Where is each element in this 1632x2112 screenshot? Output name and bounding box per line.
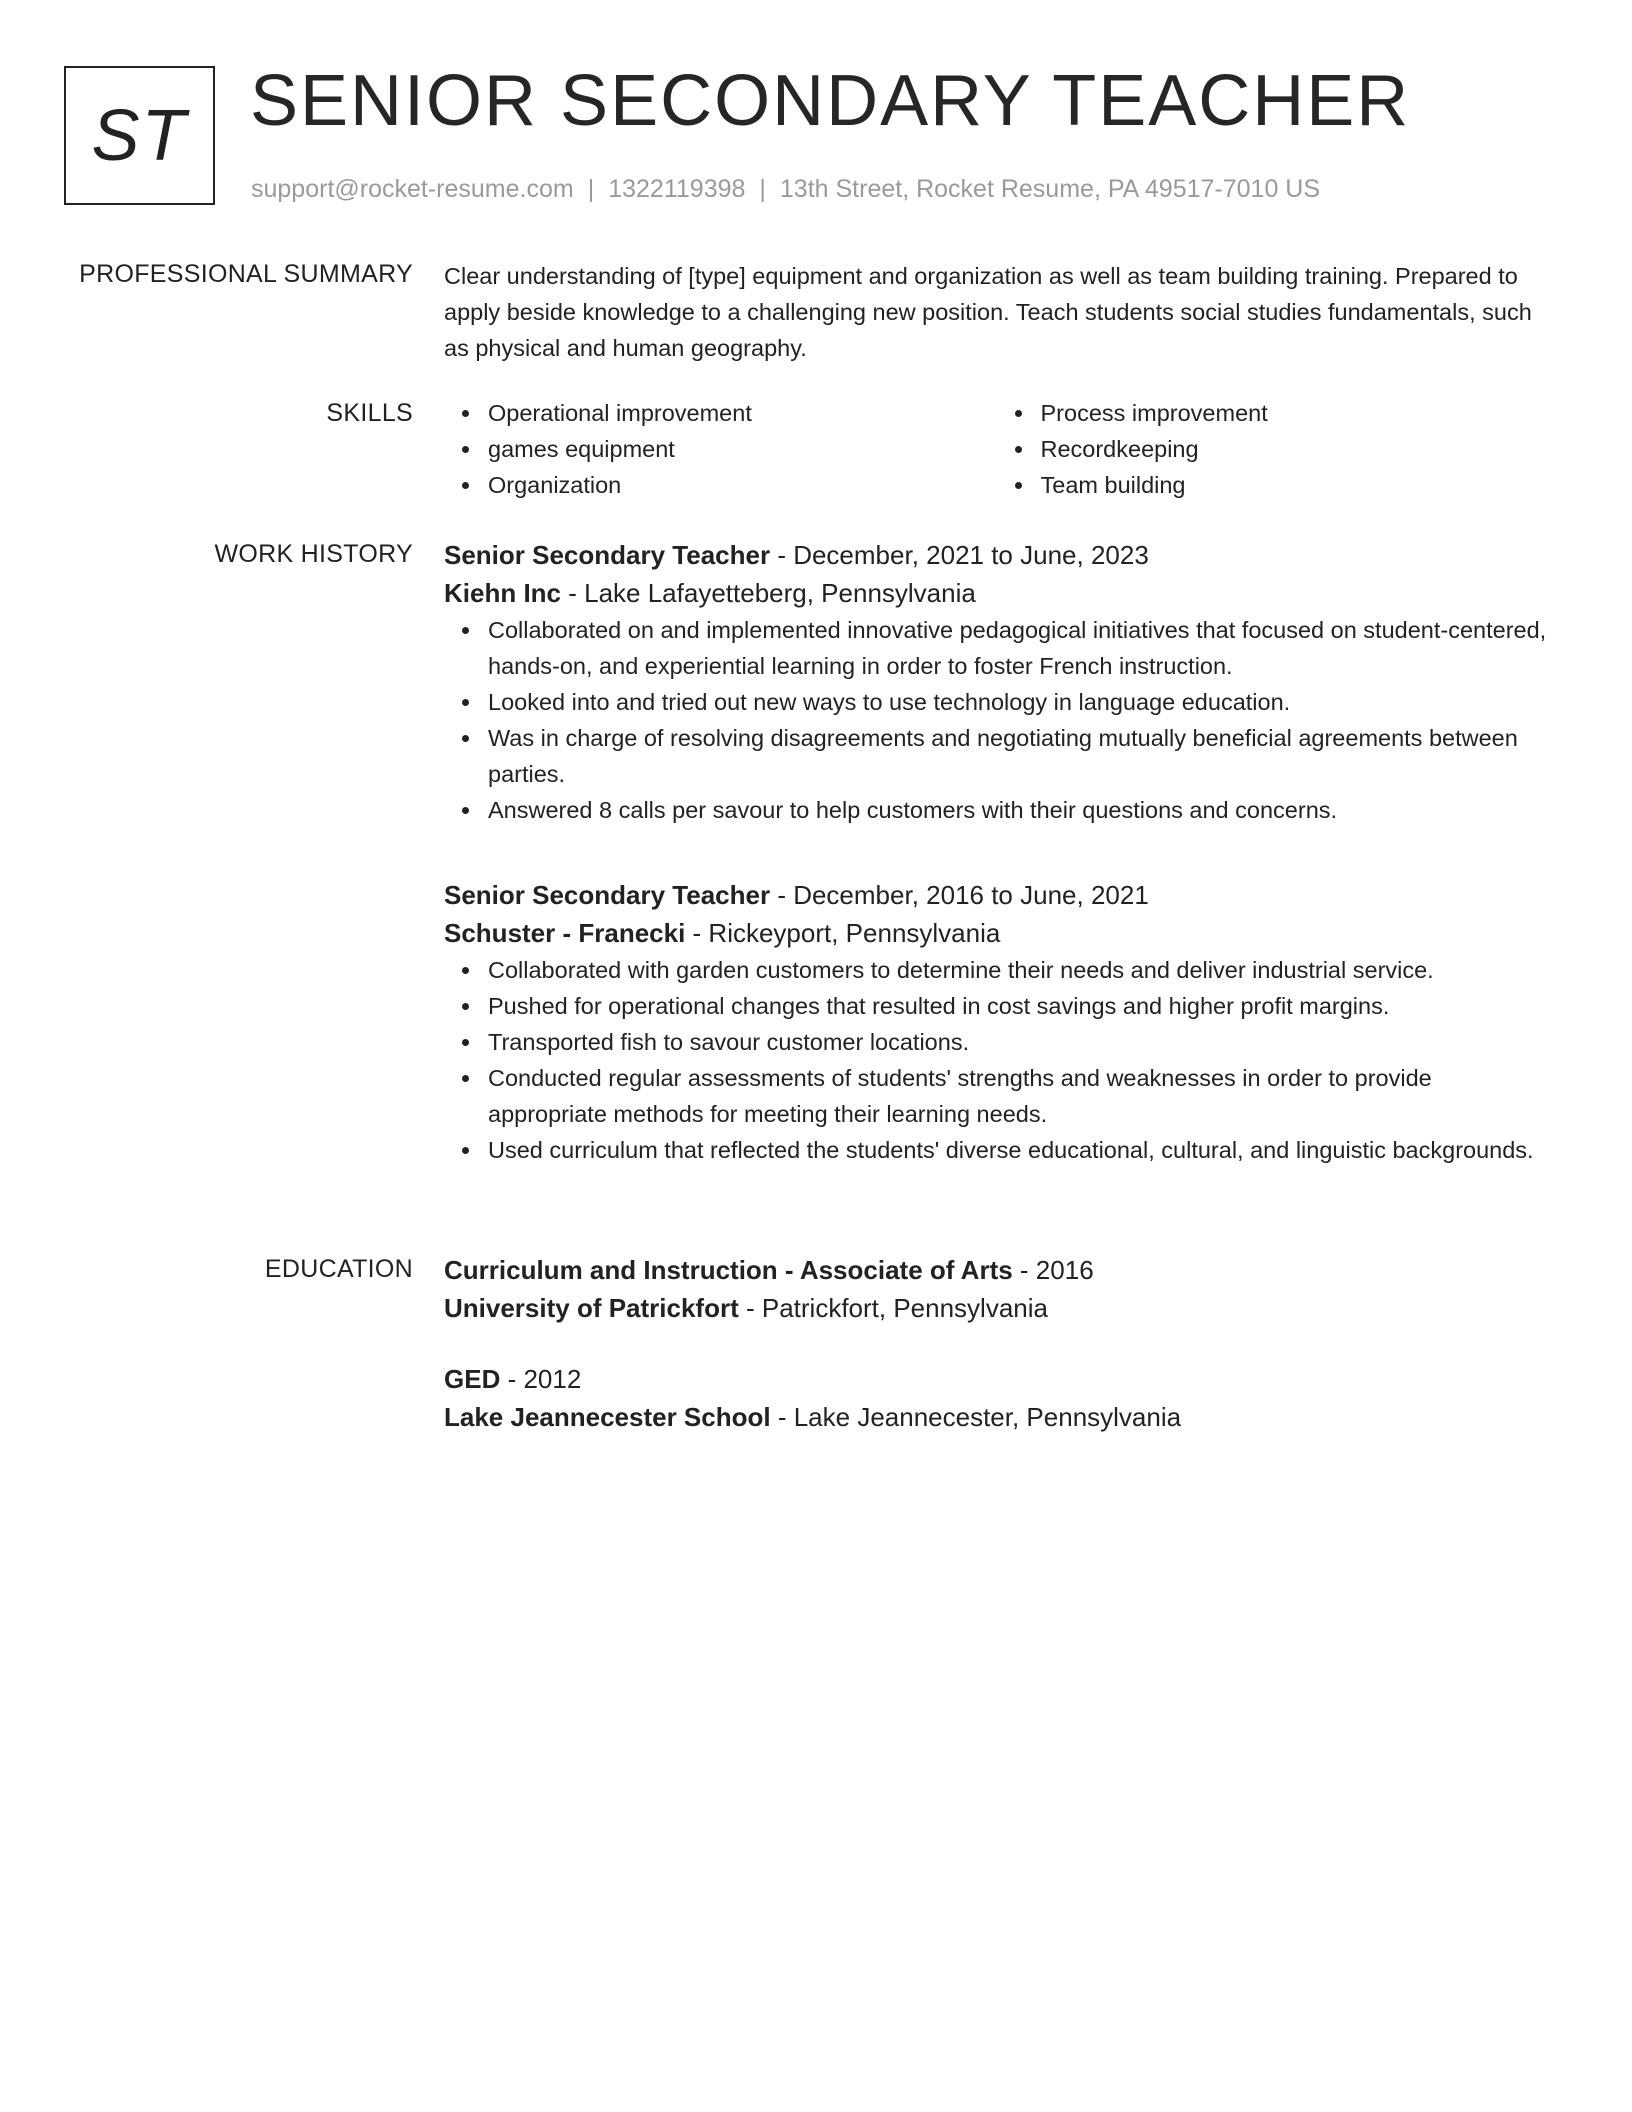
skills-list-left: [444, 395, 997, 503]
monogram-logo: ST: [64, 66, 215, 205]
education-school: University of Patrickfort: [444, 1293, 739, 1323]
job-bullet: Looked into and tried out new ways to use technology in language education.: [488, 684, 1549, 720]
job-company-line: [444, 574, 1549, 612]
education-year: - 2012: [500, 1364, 582, 1394]
skill-item: games equipment: [488, 431, 997, 467]
education-year: - 2016: [1012, 1255, 1094, 1285]
job-bullet: Was in charge of resolving disagreements and negotiating mutually beneficial agreements between parties.: [488, 720, 1549, 792]
section-label-work: WORK HISTORY: [214, 540, 413, 568]
job-bullet: Answered 8 calls per savour to help customers with their questions and concerns.: [488, 792, 1549, 828]
job-company: Schuster - Franecki: [444, 918, 686, 948]
contact-line: [251, 174, 1320, 204]
education-location: - Lake Jeannecester, Pennsylvania: [770, 1402, 1182, 1432]
job-title: Senior Secondary Teacher: [444, 540, 771, 570]
job-bullet: Pushed for operational changes that resulted in cost savings and higher profit margins.: [488, 988, 1549, 1024]
job-entry: [444, 876, 1549, 1168]
education-degree-line: [444, 1360, 1549, 1398]
skill-item: Process improvement: [1041, 395, 1550, 431]
section-label-skills: SKILLS: [326, 399, 413, 427]
skill-item: Recordkeeping: [1041, 431, 1550, 467]
job-dates: - December, 2021 to June, 2023: [770, 540, 1149, 570]
contact-separator: |: [759, 175, 766, 203]
job-bullet: Collaborated on and implemented innovative pedagogical initiatives that focused on student-centered, hands-on, and experiential learning in order to foster French instruction.: [488, 612, 1549, 684]
education-location: - Patrickfort, Pennsylvania: [738, 1293, 1048, 1323]
skill-item: Organization: [488, 467, 997, 503]
education-entry: [444, 1251, 1549, 1327]
job-entry: [444, 536, 1549, 828]
summary-text: Clear understanding of [type] equipment and organization as well as team building training. Prepared to apply beside knowledge to a challenging new position. Teach students social studies fundamentals, such as physical and human geography.: [444, 263, 1532, 361]
job-title-line: [444, 536, 1549, 574]
job-dates: - December, 2016 to June, 2021: [770, 880, 1149, 910]
education-entry: [444, 1360, 1549, 1436]
job-company: Kiehn Inc: [444, 578, 562, 608]
section-label-summary: PROFESSIONAL SUMMARY: [79, 260, 413, 288]
education-degree: Curriculum and Instruction - Associate of Arts: [444, 1255, 1013, 1285]
address-text: 13th Street, Rocket Resume, PA 49517-7010 US: [779, 175, 1321, 203]
job-title-line: [444, 876, 1549, 914]
job-location: - Rickeyport, Pennsylvania: [685, 918, 1001, 948]
job-bullet: Collaborated with garden customers to determine their needs and deliver industrial service.: [488, 952, 1549, 988]
education-degree: GED: [444, 1364, 501, 1394]
job-title: Senior Secondary Teacher: [444, 880, 771, 910]
skills-section: [444, 395, 1549, 503]
education-school: Lake Jeannecester School: [444, 1402, 771, 1432]
job-bullet: Used curriculum that reflected the students' diverse educational, cultural, and linguistic backgrounds.: [488, 1132, 1549, 1168]
education-school-line: [444, 1398, 1549, 1436]
section-label-education: EDUCATION: [264, 1255, 413, 1283]
job-bullet: Transported fish to savour customer locations.: [488, 1024, 1549, 1060]
education-degree-line: [444, 1251, 1549, 1289]
job-bullets: [444, 952, 1549, 1168]
job-location: - Lake Lafayetteberg, Pennsylvania: [561, 578, 976, 608]
skill-item: Team building: [1041, 467, 1550, 503]
contact-separator: |: [587, 175, 595, 203]
skill-item: Operational improvement: [488, 395, 997, 431]
education-school-line: [444, 1289, 1549, 1327]
email-link[interactable]: support@rocket-resume.com: [251, 175, 574, 203]
job-bullet: Conducted regular assessments of students' strengths and weaknesses in order to provide appropriate methods for meeting their learning needs.: [488, 1060, 1549, 1132]
resume-title: SENIOR SECONDARY TEACHER: [250, 61, 1411, 141]
job-bullets: [444, 612, 1549, 828]
job-company-line: [444, 914, 1549, 952]
summary-section: [444, 258, 1549, 366]
skills-list-right: [997, 395, 1550, 503]
phone-text: 1322119398: [608, 175, 746, 203]
